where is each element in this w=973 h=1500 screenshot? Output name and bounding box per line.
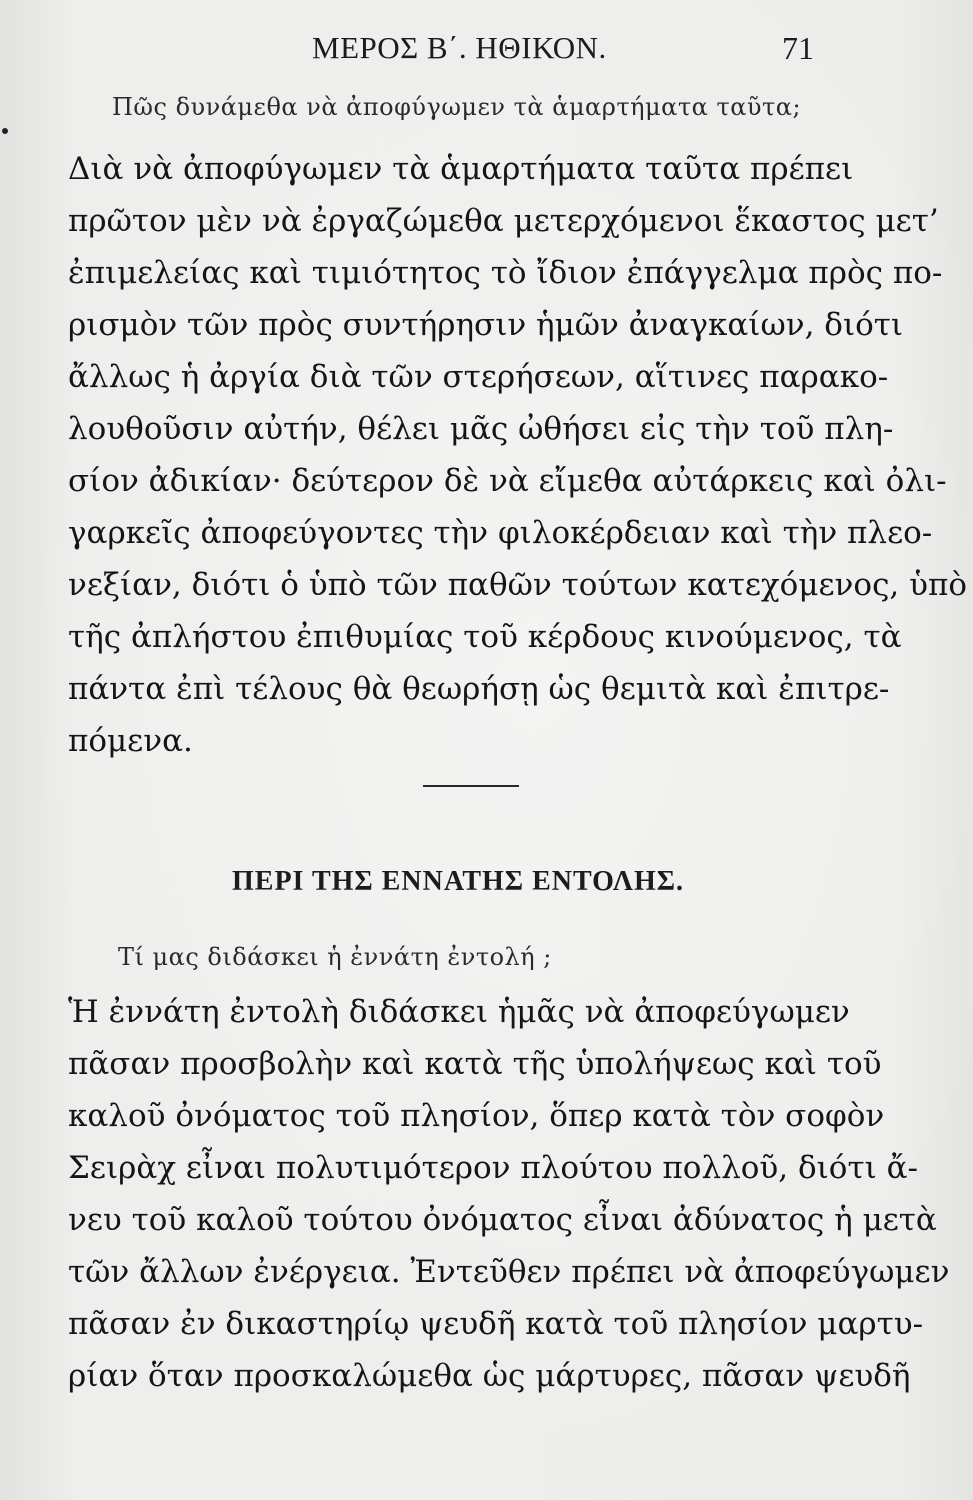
answer-paragraph-2 xyxy=(68,986,950,1402)
catechism-question-1: Πῶς δυνάμεθα νὰ ἀποφύγωμεν τὰ ἁμαρτήματα ταῦτα; xyxy=(112,93,802,121)
text-line: Σειρὰχ εἶναι πολυτιμότερον πλούτου πολλοῦ, διότι ἄ- xyxy=(68,1150,919,1186)
page-number: 71 xyxy=(782,30,814,66)
running-title: ΜΕΡΟΣ Β΄. ΗΘΙΚΟΝ. xyxy=(312,30,607,65)
text-line: Ἡ ἐννάτη ἐντολὴ διδάσκει ἡμᾶς νὰ ἀποφεύγωμεν xyxy=(68,994,850,1030)
text-line: πάντα ἐπὶ τέλους θὰ θεωρήσῃ ὡς θεμιτὰ καὶ ἐπιτρε- xyxy=(68,671,890,707)
text-line: νεξίαν, διότι ὁ ὑπὸ τῶν παθῶν τούτων κατεχόμενος, ὑπὸ xyxy=(68,567,968,603)
text-line: πρῶτον μὲν νὰ ἐργαζώμεθα μετερχόμενοι ἕκαστος μετ’ xyxy=(68,203,939,239)
text-line: νευ τοῦ καλοῦ τούτου ὀνόματος εἶναι ἀδύνατος ἡ μετὰ xyxy=(68,1202,937,1238)
text-line: γαρκεῖς ἀποφεύγοντες τὴν φιλοκέρδειαν καὶ τὴν πλεο- xyxy=(68,515,933,551)
text-line: πᾶσαν προσβολὴν καὶ κατὰ τῆς ὑπολήψεως καὶ τοῦ xyxy=(68,1046,882,1082)
text-line: ἄλλως ἡ ἀργία διὰ τῶν στερήσεων, αἵτινες παρακο- xyxy=(68,359,889,395)
margin-ink-dot xyxy=(2,128,8,134)
answer-paragraph-1 xyxy=(68,143,968,767)
text-line: λουθοῦσιν αὐτήν, θέλει μᾶς ὠθήσει εἰς τὴν τοῦ πλη- xyxy=(68,411,894,447)
running-header xyxy=(0,30,973,70)
text-line: ρίαν ὅταν προσκαλώμεθα ὡς μάρτυρες, πᾶσαν ψευδῆ xyxy=(68,1358,911,1394)
text-line: πόμενα. xyxy=(68,723,193,759)
text-line: ἐπιμελείας καὶ τιμιότητος τὸ ἴδιον ἐπάγγελμα πρὸς πο- xyxy=(68,255,943,291)
text-line: τῶν ἄλλων ἐνέργεια. Ἐντεῦθεν πρέπει νὰ ἀποφεύγωμεν xyxy=(68,1254,950,1290)
text-line: τῆς ἀπλήστου ἐπιθυμίας τοῦ κέρδους κινούμενος, τὰ xyxy=(68,619,902,655)
catechism-question-2: Τί μας διδάσκει ἡ ἐννάτη ἐντολή ; xyxy=(118,943,552,971)
text-line: καλοῦ ὀνόματος τοῦ πλησίον, ὅπερ κατὰ τὸν σοφὸν xyxy=(68,1098,885,1134)
text-line: ρισμὸν τῶν πρὸς συντήρησιν ἡμῶν ἀναγκαίων, διότι xyxy=(68,307,904,343)
section-heading: ΠΕΡΙ ΤΗΣ ΕΝΝΑΤΗΣ ΕΝΤΟΛΗΣ. xyxy=(232,866,685,897)
text-line: πᾶσαν ἐν δικαστηρίῳ ψευδῆ κατὰ τοῦ πλησίον μαρτυ- xyxy=(68,1306,924,1342)
text-line: σίον ἀδικίαν· δεύτερον δὲ νὰ εἴμεθα αὐτάρκεις καὶ ὀλι- xyxy=(68,463,947,499)
text-line: Διὰ νὰ ἀποφύγωμεν τὰ ἁμαρτήματα ταῦτα πρέπει xyxy=(68,151,854,187)
section-divider-rule xyxy=(423,785,519,787)
